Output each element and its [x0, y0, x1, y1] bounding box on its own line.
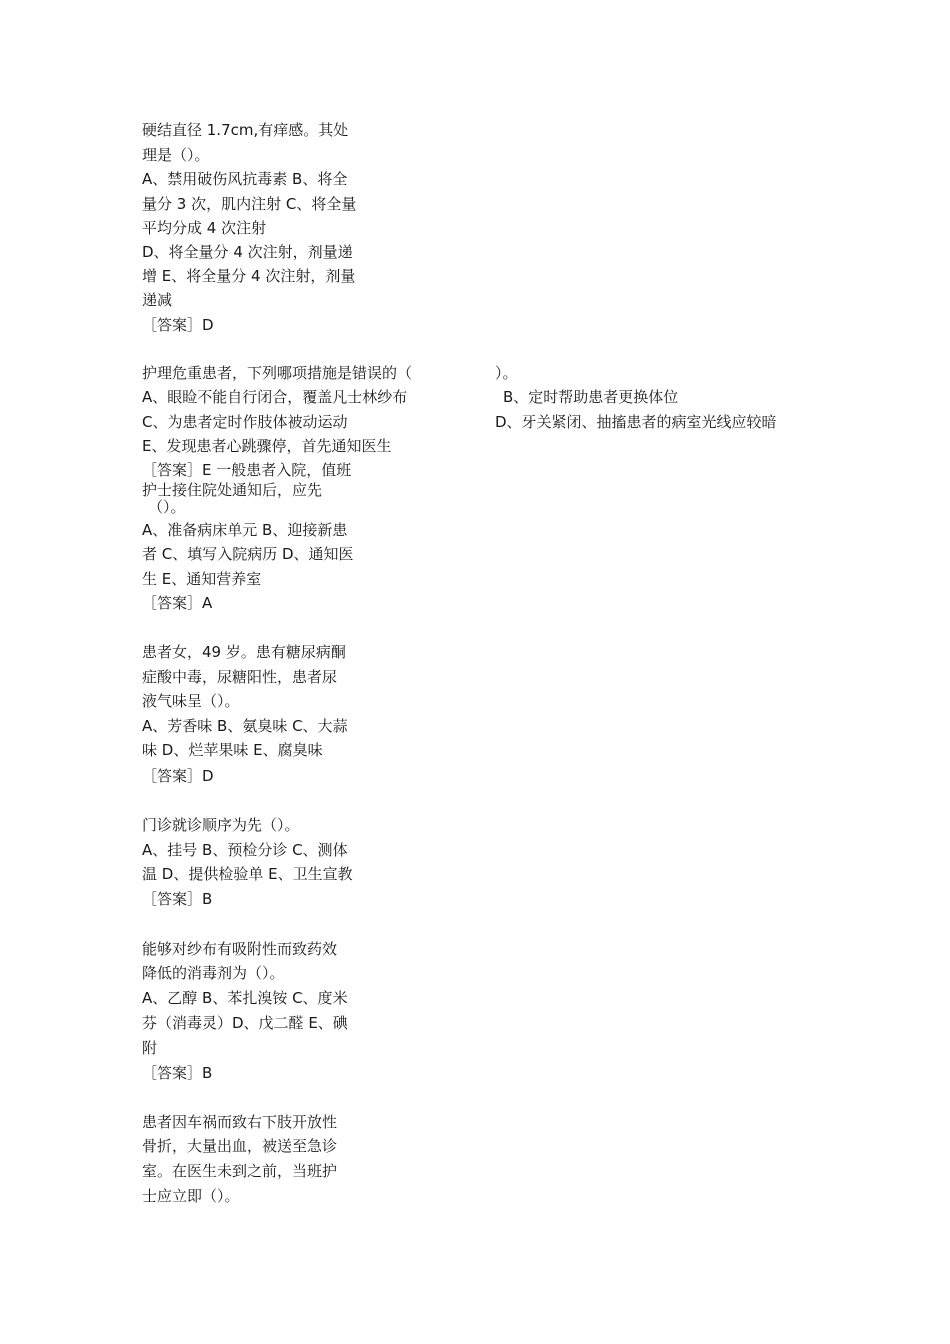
- text-line: 症酸中毒，尿糖阳性，患者尿: [142, 668, 338, 686]
- option-line: D、牙关紧闭、抽搐患者的病室光线应较暗: [495, 413, 777, 431]
- answer-line: ［答案］D: [142, 767, 214, 785]
- text-line: 患者女，49 岁。患有糖尿病酮: [142, 643, 346, 661]
- option-line: A、挂号 B、预检分诊 C、测体: [142, 841, 348, 859]
- text-line: （）。: [148, 498, 186, 516]
- text-line: 平均分成 4 次注射: [142, 219, 267, 237]
- text-line: A、禁用破伤风抗毒素 B、将全: [142, 170, 348, 188]
- text-line: 士应立即（）。: [142, 1187, 240, 1205]
- answer-line: ［答案］A: [142, 594, 213, 612]
- text-line: 硬结直径 1.7cm,有痒感。其处: [142, 121, 349, 139]
- option-line: B、定时帮助患者更换体位: [503, 388, 679, 406]
- text-line: 量分 3 次，肌内注射 C、将全量: [142, 195, 357, 213]
- text-line: 门诊就诊顺序为先（）。: [142, 816, 300, 834]
- option-line: 生 E、通知营养室: [142, 570, 262, 588]
- answer-line: ［答案］D: [142, 316, 214, 334]
- answer-line: ［答案］E 一般患者入院，值班: [142, 461, 352, 479]
- option-line: A、眼睑不能自行闭合，覆盖凡士林纱布: [142, 388, 408, 406]
- text-line: ）。: [495, 364, 518, 382]
- text-line: 增 E、将全量分 4 次注射，剂量: [142, 267, 356, 285]
- option-line: E、发现患者心跳骤停，首先通知医生: [142, 437, 392, 455]
- text-line: 护理危重患者，下列哪项措施是错误的（: [142, 364, 413, 382]
- text-line: 降低的消毒剂为（）。: [142, 964, 285, 982]
- option-line: A、准备病床单元 B、迎接新患: [142, 521, 348, 539]
- option-line: A、乙醇 B、苯扎溴铵 C、度米: [142, 989, 348, 1007]
- text-line: 室。在医生未到之前，当班护: [142, 1162, 338, 1180]
- option-line: 附: [142, 1039, 158, 1057]
- text-line: 患者因车祸而致右下肢开放性: [142, 1113, 338, 1131]
- text-line: 护士接住院处通知后，应先: [142, 481, 323, 499]
- option-line: 芬（消毒灵）D、戊二醛 E、碘: [142, 1014, 348, 1032]
- option-line: 温 D、提供检验单 E、卫生宣教: [142, 865, 353, 883]
- text-line: 液气味呈（）。: [142, 692, 240, 710]
- answer-line: ［答案］B: [142, 890, 213, 908]
- option-line: 者 C、填写入院病历 D、通知医: [142, 545, 354, 563]
- option-line: C、为患者定时作肢体被动运动: [142, 413, 348, 431]
- text-line: 理是（）。: [142, 146, 210, 164]
- answer-line: ［答案］B: [142, 1064, 213, 1082]
- text-line: 递减: [142, 291, 173, 309]
- text-line: 能够对纱布有吸附性而致药效: [142, 940, 338, 958]
- option-line: A、芳香味 B、氨臭味 C、大蒜: [142, 717, 348, 735]
- option-line: 味 D、烂苹果味 E、腐臭味: [142, 741, 323, 759]
- text-line: 骨折，大量出血，被送至急诊: [142, 1137, 338, 1155]
- text-line: D、将全量分 4 次注射，剂量递: [142, 243, 353, 261]
